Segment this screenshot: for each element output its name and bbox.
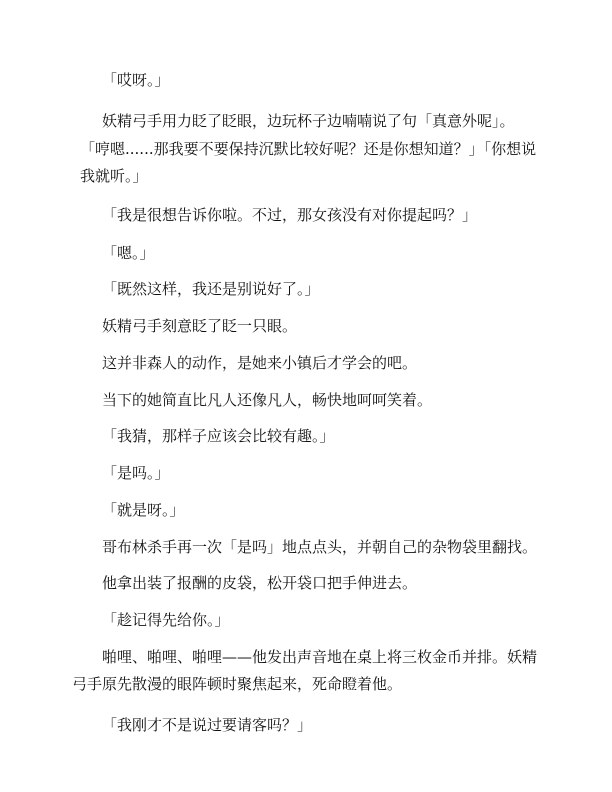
- paragraph-11: 「是吗。」: [102, 464, 170, 482]
- paragraph-7: 妖精弓手刻意眨了眨一只眼。: [102, 317, 298, 335]
- paragraph-2: 妖精弓手用力眨了眨眼，边玩杯子边喃喃说了句「真意外呢」。: [102, 112, 515, 130]
- paragraph-12: 「就是呀。」: [102, 501, 185, 519]
- paragraph-1: 「哎呀。」: [102, 71, 170, 89]
- paragraph-13: 哥布林杀手再一次「是吗」地点点头，并朝自己的杂物袋里翻找。: [102, 538, 538, 556]
- paragraph-4: 「我是很想告诉你啦。不过，那女孩没有对你提起吗？」: [102, 206, 478, 224]
- paragraph-3: 「哼嗯......那我要不要保持沉默比较好呢？还是你想知道？」「你想说我就听。」: [80, 140, 537, 185]
- paragraph-14: 他拿出装了报酬的皮袋，松开袋口把手伸进去。: [102, 574, 418, 592]
- paragraph-9: 当下的她简直比凡人还像凡人，畅快地呵呵笑着。: [102, 391, 433, 409]
- paragraph-16: 啪哩、啪哩、啪哩——他发出声音地在桌上将三枚金币并排。妖精弓手原先散漫的眼阵顿时聚焦起来，死命瞪着他。: [72, 648, 538, 693]
- paragraph-17: 「我刚才不是说过要请客吗？」: [102, 716, 313, 734]
- paragraph-15: 「趁记得先给你。」: [102, 611, 230, 629]
- paragraph-6: 「既然这样，我还是别说好了。」: [102, 280, 320, 298]
- paragraph-10: 「我猜，那样子应该会比较有趣。」: [102, 427, 335, 445]
- paragraph-8: 这并非森人的动作，是她来小镇后才学会的吧。: [102, 354, 418, 372]
- paragraph-5: 「嗯。」: [102, 244, 155, 262]
